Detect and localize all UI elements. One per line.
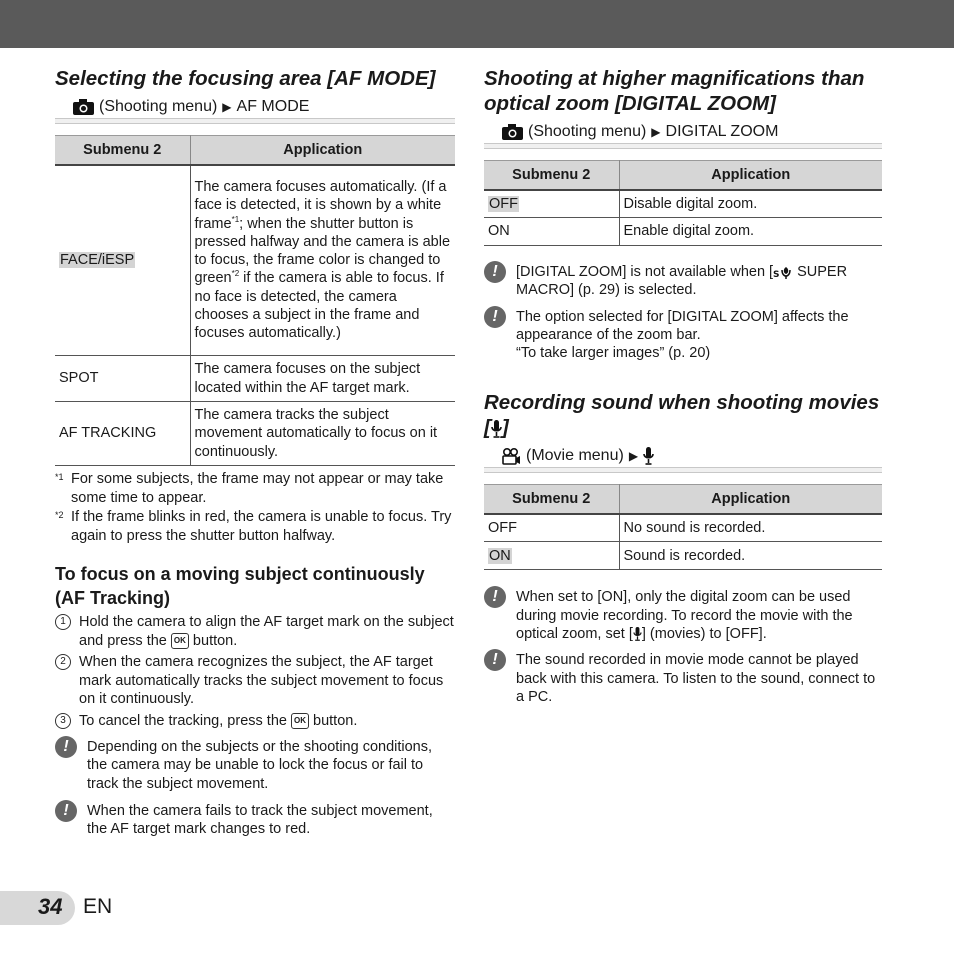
caution-note: ! When the camera fails to track the subject movement, the AF target mark changes to red.	[55, 802, 455, 839]
arrow-right-icon: ▶	[651, 125, 661, 139]
application-cell: The camera tracks the subject movement automatically to focus on it continuously.	[190, 402, 455, 466]
table-row	[484, 514, 882, 542]
digital-zoom-menu-path	[484, 122, 882, 142]
path-rule	[55, 118, 455, 124]
submenu-cell: ON	[484, 542, 619, 570]
footnotes	[55, 470, 455, 546]
caution-note: ! The option selected for [DIGITAL ZOOM] affects the appearance of the zoom bar. “To take larger images” (p. 20)	[484, 308, 882, 363]
step-item: 1 Hold the camera to align the AF target mark on the subject and press the OK button.	[55, 613, 455, 650]
table-header-row	[484, 161, 882, 190]
sound-table	[484, 484, 882, 570]
application-cell: Sound is recorded.	[619, 542, 882, 570]
table-row	[484, 218, 882, 246]
step-number: 3	[55, 713, 71, 729]
path-menu-label: (Movie menu)	[526, 447, 624, 465]
path-item-label: DIGITAL ZOOM	[665, 123, 779, 140]
recording-sound-title: Recording sound when shooting movies [ ]	[484, 391, 880, 440]
camera-icon	[502, 124, 523, 140]
step-number: 1	[55, 614, 71, 630]
step-number: 2	[55, 654, 71, 670]
submenu-cell: SPOT	[55, 356, 190, 402]
super-macro-icon	[773, 265, 793, 279]
path-menu-label: (Shooting menu)	[99, 98, 218, 115]
af-mode-menu-path	[55, 97, 455, 117]
language-label: EN	[83, 895, 113, 918]
step-item: 2 When the camera recognizes the subject, the AF target mark automatically tracks the subject movement to focus on it continuously.	[55, 653, 455, 709]
application-cell: The camera focuses automatically. (If a face is detected, it is shown by a white frame$^{*1}$; when the shutter button is pressed halfway and the camera is able to focus, the frame color is changed to green$^{*2}$ if the camera is able to focus. If no face is detected, the camera chooses a subject in the frame and focuses automatically.)	[190, 165, 455, 356]
table-header-row	[484, 485, 882, 514]
page-number-tab	[0, 891, 75, 925]
table-row	[484, 190, 882, 218]
top-banner	[0, 0, 954, 48]
digital-zoom-table	[484, 160, 882, 246]
af-mode-table	[55, 135, 455, 466]
submenu-cell: OFF	[484, 190, 619, 218]
footnote: *2 If the frame blinks in red, the camera is unable to focus. Try again to press the shutter button halfway.	[55, 509, 452, 544]
table-header-row	[55, 136, 455, 165]
camera-icon	[73, 99, 94, 115]
microphone-icon	[633, 627, 642, 641]
svg-text:S: S	[773, 270, 780, 280]
microphone-icon	[491, 420, 502, 438]
caution-note: ! [DIGITAL ZOOM] is not available when [ S SUPER MACRO] (p. 29) is selected.	[484, 263, 882, 300]
caution-note: ! Depending on the subjects or the shooting conditions, the camera may be unable to lock the focus or fail to track the subject movement.	[55, 738, 455, 793]
caution-icon: !	[484, 586, 506, 608]
submenu-cell: FACE/iESP	[55, 165, 190, 356]
table-row	[55, 402, 455, 466]
movie-menu-path	[484, 446, 882, 466]
movie-camera-icon	[502, 448, 521, 465]
microphone-icon	[643, 447, 654, 465]
col-header-submenu: Submenu 2	[484, 161, 619, 190]
submenu-cell: ON	[484, 218, 619, 246]
digital-zoom-title: Shooting at higher magnifications than optical zoom [DIGITAL ZOOM]	[484, 67, 865, 115]
arrow-right-icon: ▶	[222, 100, 232, 114]
ok-button-icon: OK	[171, 633, 189, 649]
caution-icon: !	[484, 306, 506, 328]
application-cell: The camera focuses on the subject located within the AF target mark.	[190, 356, 455, 402]
path-menu-label: (Shooting menu)	[528, 123, 647, 140]
submenu-cell: OFF	[484, 514, 619, 542]
submenu-cell: AF TRACKING	[55, 402, 190, 466]
table-row	[55, 165, 455, 356]
application-cell: Disable digital zoom.	[619, 190, 882, 218]
col-header-submenu: Submenu 2	[484, 485, 619, 514]
arrow-right-icon: ▶	[628, 449, 639, 464]
col-header-submenu: Submenu 2	[55, 136, 190, 165]
caution-icon: !	[484, 649, 506, 671]
caution-note: ! When set to [ON], only the digital zoom can be used during movie recording. To record the movie with the optical zoom, set [ ] (movies) to [OFF].	[484, 588, 882, 643]
left-column	[55, 66, 455, 838]
application-cell: No sound is recorded.	[619, 514, 882, 542]
right-column	[484, 66, 882, 706]
page-number: 34	[38, 894, 63, 919]
caution-icon: !	[55, 800, 77, 822]
step-item: 3 To cancel the tracking, press the OK button.	[55, 712, 455, 731]
application-cell: Enable digital zoom.	[619, 218, 882, 246]
footnote: *1 For some subjects, the frame may not appear or may take some time to appear.	[55, 471, 444, 506]
col-header-application: Application	[619, 485, 882, 514]
path-rule	[484, 143, 882, 149]
ok-button-icon: OK	[291, 713, 309, 729]
table-row	[55, 356, 455, 402]
caution-note: ! The sound recorded in movie mode cannot be played back with this camera. To listen to the sound, connect to a PC.	[484, 651, 882, 706]
caution-icon: !	[484, 261, 506, 283]
table-row	[484, 542, 882, 570]
col-header-application: Application	[190, 136, 455, 165]
af-tracking-subhead: To focus on a moving subject continuously (AF Tracking)	[55, 564, 425, 608]
caution-icon: !	[55, 736, 77, 758]
path-rule	[484, 467, 882, 473]
path-item-label: AF MODE	[236, 98, 310, 115]
af-mode-title: Selecting the focusing area [AF MODE]	[55, 67, 436, 90]
col-header-application: Application	[619, 161, 882, 190]
